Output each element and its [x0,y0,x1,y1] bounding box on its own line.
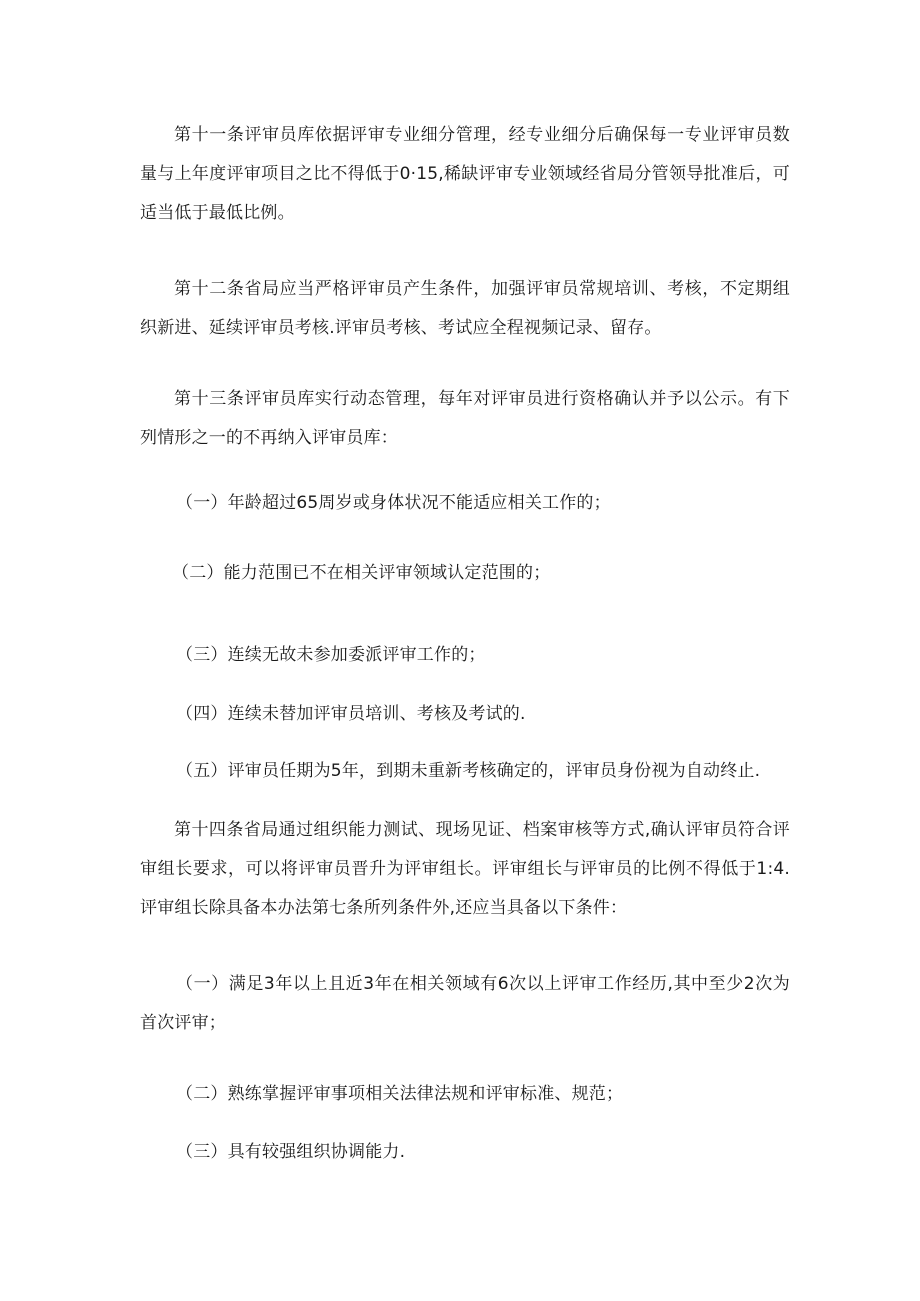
article-14-paragraph: 第十四条省局通过组织能力测试、现场见证、档案审核等方式,确认评审员符合评审组长要求，可以将评审员晋升为评审组长。评审组长与评审员的比例不得低于1:4.评审组长除具备本办法第七条所列条件外,还应当具备以下条件： [140,820,790,918]
article-13-paragraph: 第十三条评审员库实行动态管理，每年对评审员进行资格确认并予以公示。有下列情形之一的不再纳入评审员库： [140,389,790,448]
article-13-item-4: （四）连续未替加评审员培训、考核及考试的. [176,704,526,724]
article-14-item-2: （二）熟练掌握评审事项相关法律法规和评审标准、规范； [176,1084,624,1104]
article-14-item-1: （一）满足3年以上且近3年在相关领域有6次以上评审工作经历,其中至少2次为首次评审； [140,974,790,1033]
article-13-item-1: （一）年龄超过65周岁或身体状况不能适应相关工作的； [176,493,611,513]
article-13-item-2: （二）能力范围已不在相关评审领域认定范围的； [172,563,551,583]
article-13-item-5: （五）评审员任期为5年，到期未重新考核确定的，评审员身份视为自动终止. [176,761,761,781]
article-13-item-3: （三）连续无故未参加委派评审工作的； [176,645,486,665]
article-14-item-3: （三）具有较强组织协调能力. [176,1142,406,1162]
article-12-paragraph: 第十二条省局应当严格评审员产生条件，加强评审员常规培训、考核，不定期组织新进、延续评审员考核.评审员考核、考试应全程视频记录、留存。 [140,279,790,338]
article-11-paragraph: 第十一条评审员库依据评审专业细分管理，经专业细分后确保每一专业评审员数量与上年度评审项目之比不得低于0·15,稀缺评审专业领域经省局分管领导批准后，可适当低于最低比例。 [140,125,790,223]
